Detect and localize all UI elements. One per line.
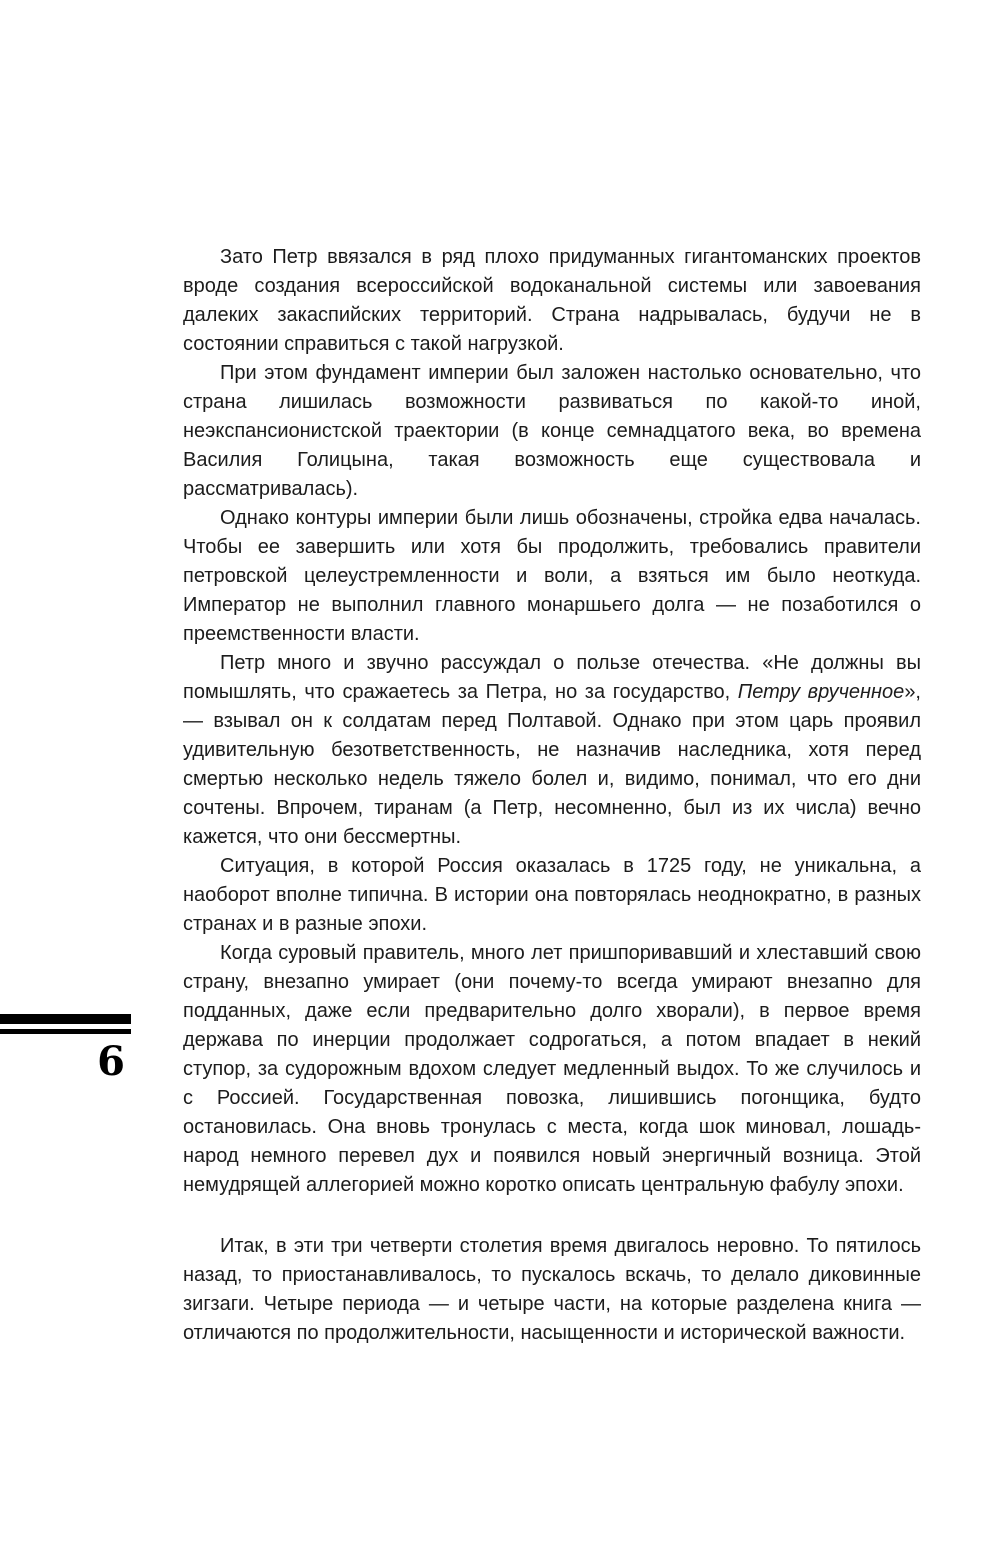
- text-run: Петр много и звучно рассуждал о пользе отечества. «Не должны вы помышлять, что сражаетесь за Петра, но за государство,: [183, 652, 921, 703]
- paragraph-4: [183, 649, 921, 852]
- decorative-bar-thick: [0, 1014, 131, 1024]
- page-number: 6: [97, 1038, 125, 1085]
- paragraph-7: Итак, в эти три четверти столетия время двигалось неровно. То пятилось назад, то приостанавливалось, то пускалось вскачь, то делало диковинные зигзаги. Четыре периода — и четыре части, на которые разделена книга — отличаются по продолжительности, насыщенности и исторической важности.: [183, 1235, 921, 1344]
- text-run-italic: Петру врученное: [737, 681, 905, 703]
- paragraph-5: Ситуация, в которой Россия оказалась в 1725 году, не уникальна, а наоборот вполне типична. В истории она повторялась неоднократно, в разных странах и в разные эпохи.: [183, 855, 921, 935]
- paragraph-6: Когда суровый правитель, много лет пришпоривавший и хлеставший свою страну, внезапно умирает (они почему-то всегда умирают внезапно для подданных, даже если предварительно долго хворали), в первое время держава по инерции продолжает содрогаться, а потом впадает в некий ступор, за судорожным вдохом следует медленный выдох. То же случилось и с Россией. Государственная повозка, лишившись погонщика, будто остановилась. Она вновь тронулась с места, когда шок миновал, лошадь-народ немного перевел дух и появился новый энергичный возница. Этой немудрящей аллегорией можно коротко описать центральную фабулу эпохи.: [183, 942, 921, 1196]
- text-run: », — взывал он к солдатам перед Полтавой. Однако при этом царь проявил удивительную безответственность, не назначив наследника, хотя перед смертью несколько недель тяжело болел и, видимо, понимал, что его дни сочтены. Впрочем, тиранам (а Петр, несомненно, был из их числа) вечно кажется, что они бессмертны.: [183, 681, 921, 848]
- page-number-block: [0, 1014, 131, 1085]
- paragraph-2: При этом фундамент империи был заложен настолько основательно, что страна лишилась возможности развиваться по какой-то иной, неэкспансионистской траектории (в конце семнадцатого века, во времена Василия Голицына, такая возможность еще существовала и рассматривалась).: [183, 362, 921, 500]
- paragraph-1: Зато Петр ввязался в ряд плохо придуманных гигантоманских проектов вроде создания всероссийской водоканальной системы или завоевания далеких закаспийских территорий. Страна надрывалась, будучи не в состоянии справиться с такой нагрузкой.: [183, 246, 921, 355]
- decorative-bar-thin: [0, 1029, 131, 1034]
- text-block: [183, 243, 921, 1348]
- paragraph-3: Однако контуры империи были лишь обозначены, стройка едва началась. Чтобы ее завершить или хотя бы продолжить, требовались правители петровской целеустремленности и воли, а взяться им было неоткуда. Император не выполнил главного монаршьего долга — не позаботился о преемственности власти.: [183, 507, 921, 645]
